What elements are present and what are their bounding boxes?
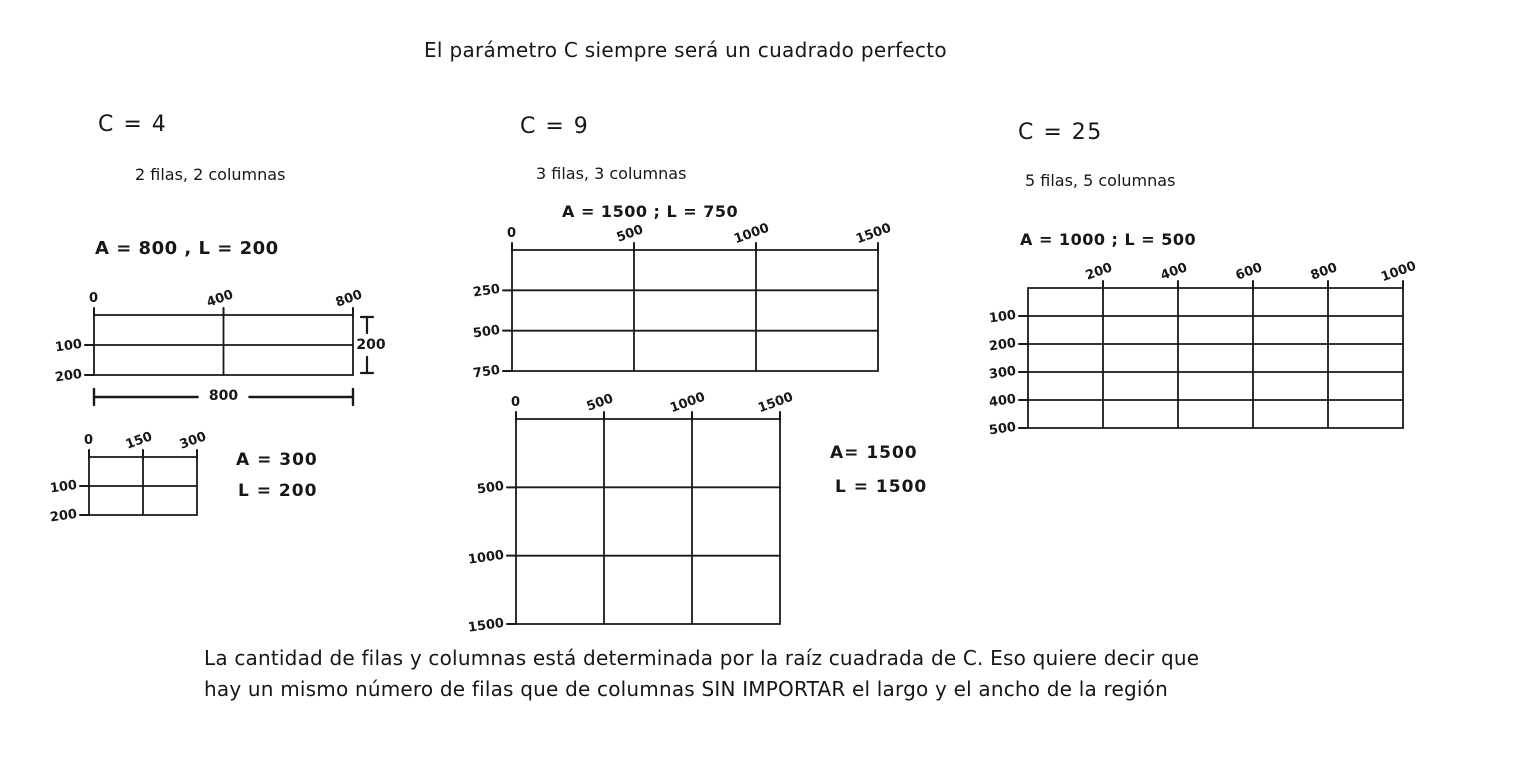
c4-small-grid-length-label: L = 200 — [238, 481, 318, 501]
c9-bottom-grid-ytick-1000: 1000 — [467, 547, 506, 568]
c4-main-grid-height-dim: 200 — [356, 337, 386, 353]
c4-main-grid — [54, 287, 386, 404]
footer-explanation-line1: La cantidad de filas y columnas está determinada por la raíz cuadrada de C. Eso quiere decir que — [204, 646, 1200, 670]
c25-grid-xtick-800: 800 — [1308, 260, 1340, 284]
c4-main-grid-ytick-200: 200 — [54, 366, 84, 386]
c4-small-grid-xtick-150: 150 — [123, 429, 155, 453]
c4-small-grid — [49, 429, 209, 526]
c4-small-grid-xtick-0: 0 — [84, 433, 94, 448]
c4-main-grid-xtick-400: 400 — [204, 287, 235, 311]
c9-top-grid-xtick-500: 500 — [614, 222, 646, 246]
c9-top-grid-lines — [512, 250, 878, 371]
c9-bottom-grid — [467, 389, 796, 636]
c4-main-grid-width-dim: 800 — [208, 388, 239, 404]
c9-top-grid-ytick-250: 250 — [472, 282, 502, 301]
c25-grid-ytick-400: 400 — [988, 391, 1018, 411]
c4-main-grid-ytick-100: 100 — [54, 336, 84, 356]
c9-bottom-grid-xtick-0: 0 — [511, 395, 521, 410]
c9-top-grid-ytick-500: 500 — [472, 322, 502, 342]
c25-grid-xtick-400: 400 — [1158, 260, 1190, 284]
c4-small-grid-area-label: A = 300 — [236, 450, 318, 470]
c25-params-label: A = 1000 ; L = 500 — [1020, 230, 1197, 249]
c9-bottom-grid-lines — [516, 419, 780, 624]
c9-top-grid-xtick-0: 0 — [507, 226, 517, 241]
c9-bottom-grid-xtick-1000: 1000 — [668, 389, 708, 417]
footer-explanation-line2: hay un mismo número de filas que de columnas SIN IMPORTAR el largo y el ancho de la región — [204, 677, 1168, 701]
c9-bottom-grid-xtick-500: 500 — [584, 391, 616, 415]
c25-rows-cols-label: 5 filas, 5 columnas — [1025, 171, 1176, 190]
c9-bottom-grid-length-label: L = 1500 — [835, 477, 928, 497]
c9-top-grid — [472, 220, 894, 382]
c4-small-grid-ytick-100: 100 — [49, 477, 79, 497]
c9-top-grid-xtick-1500: 1500 — [854, 220, 894, 248]
c9-bottom-grid-ytick-1500: 1500 — [467, 615, 506, 636]
c9-bottom-grid-area-label: A= 1500 — [830, 443, 918, 463]
c4-params-label: A = 800 , L = 200 — [95, 238, 279, 259]
c9-bottom-grid-ytick-500: 500 — [476, 479, 506, 498]
c9-rows-cols-label: 3 filas, 3 columnas — [536, 164, 687, 183]
c9-bottom-grid-xtick-1500: 1500 — [756, 389, 796, 417]
c25-heading: C = 25 — [1018, 120, 1103, 145]
c4-main-grid-xtick-0: 0 — [89, 291, 99, 306]
c4-heading: C = 4 — [98, 112, 168, 137]
c4-small-grid-xtick-300: 300 — [177, 429, 209, 453]
c25-grid-ytick-100: 100 — [988, 307, 1018, 327]
c4-main-grid-xtick-800: 800 — [333, 287, 365, 311]
c9-heading: C = 9 — [520, 114, 590, 139]
c9-params-label: A = 1500 ; L = 750 — [562, 202, 739, 221]
c4-main-grid-lines — [94, 315, 353, 375]
c9-top-grid-xtick-1000: 1000 — [732, 220, 772, 248]
c25-grid — [988, 258, 1419, 439]
c25-grid-ytick-500: 500 — [988, 419, 1018, 439]
page-title: El parámetro C siempre será un cuadrado perfecto — [424, 38, 947, 62]
c4-small-grid-ytick-200: 200 — [49, 506, 79, 526]
c4-rows-cols-label: 2 filas, 2 columnas — [135, 165, 286, 184]
c25-grid-xtick-1000: 1000 — [1379, 258, 1419, 286]
c4-small-grid-lines — [89, 457, 197, 515]
c25-grid-xtick-200: 200 — [1083, 260, 1115, 284]
c25-grid-ytick-200: 200 — [988, 335, 1018, 355]
c25-grid-ytick-300: 300 — [988, 363, 1018, 383]
c9-top-grid-ytick-750: 750 — [472, 362, 502, 382]
c25-grid-xtick-600: 600 — [1233, 260, 1265, 284]
c25-grid-lines — [1028, 288, 1403, 428]
